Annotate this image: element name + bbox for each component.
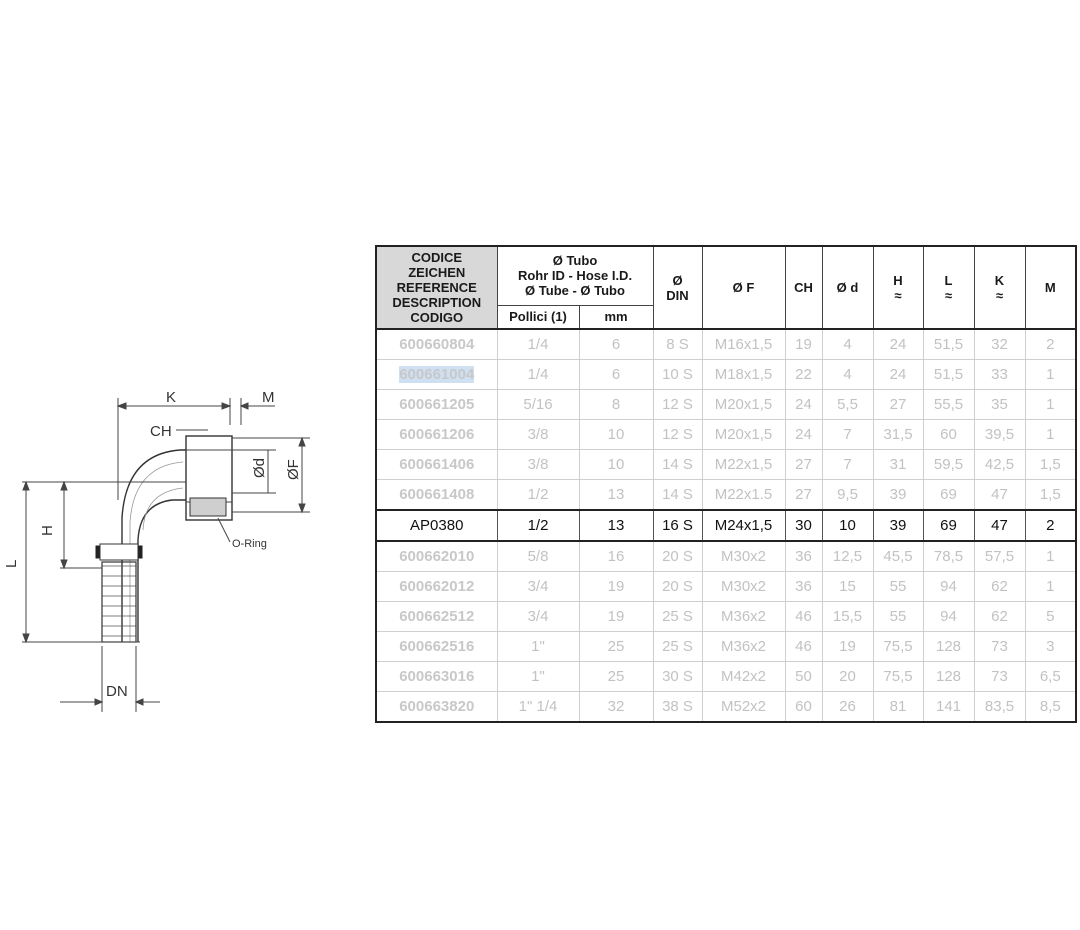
cell-m: 1: [1025, 541, 1076, 572]
table-row: [376, 692, 1076, 723]
cell-d: 26: [822, 692, 873, 723]
cell-din: 8 S: [653, 329, 702, 360]
l-header: L ≈: [923, 246, 974, 329]
cell-d: 5,5: [822, 390, 873, 420]
cell-ch: 46: [785, 602, 822, 632]
cell-k: 32: [974, 329, 1025, 360]
cell-m: 2: [1025, 329, 1076, 360]
cell-pollici: 1/4: [497, 360, 579, 390]
cell-mm: 13: [579, 480, 653, 511]
cell-m: 8,5: [1025, 692, 1076, 723]
table-row: [376, 510, 1076, 541]
cell-din: 38 S: [653, 692, 702, 723]
cell-k: 42,5: [974, 450, 1025, 480]
cell-f: M20x1,5: [702, 390, 785, 420]
cell-f: M42x2: [702, 662, 785, 692]
cell-k: 33: [974, 360, 1025, 390]
l-label: L: [3, 559, 20, 568]
cell-din: 20 S: [653, 572, 702, 602]
cell-pollici: 1" 1/4: [497, 692, 579, 723]
cell-k: 62: [974, 572, 1025, 602]
cell-mm: 25: [579, 632, 653, 662]
cell-d: 12,5: [822, 541, 873, 572]
cell-d: 4: [822, 329, 873, 360]
cell-pollici: 1/2: [497, 510, 579, 541]
cell-mm: 32: [579, 692, 653, 723]
table-row: [376, 420, 1076, 450]
cell-f: M20x1,5: [702, 420, 785, 450]
table-row: [376, 329, 1076, 360]
h-header: H ≈: [873, 246, 923, 329]
cell-f: M36x2: [702, 632, 785, 662]
mm-header: mm: [579, 305, 653, 329]
cell-l: 94: [923, 602, 974, 632]
cell-m: 5: [1025, 602, 1076, 632]
cell-pollici: 5/8: [497, 541, 579, 572]
cell-d: 7: [822, 450, 873, 480]
cell-h: 45,5: [873, 541, 923, 572]
code-value: 600662010: [399, 548, 475, 565]
table-row: [376, 390, 1076, 420]
din-header: Ø DIN: [653, 246, 702, 329]
cell-m: 1: [1025, 390, 1076, 420]
cell-d: 15: [822, 572, 873, 602]
cell-f: M16x1,5: [702, 329, 785, 360]
cell-ch: 36: [785, 572, 822, 602]
cell-d: 7: [822, 420, 873, 450]
cell-ch: 46: [785, 632, 822, 662]
cell-ch: 27: [785, 450, 822, 480]
tube-header: Ø Tubo Rohr ID - Hose I.D. Ø Tube - Ø Tubo: [497, 246, 653, 305]
cell-k: 57,5: [974, 541, 1025, 572]
cell-l: 128: [923, 632, 974, 662]
cell-d: 4: [822, 360, 873, 390]
cell-h: 75,5: [873, 662, 923, 692]
code-value: 600660804: [399, 336, 475, 353]
cell-l: 69: [923, 510, 974, 541]
m-label: M: [262, 389, 275, 406]
cell-k: 39,5: [974, 420, 1025, 450]
table-row: [376, 662, 1076, 692]
cell-code: [376, 480, 497, 511]
ch-label: CH: [150, 423, 172, 440]
table-row: [376, 450, 1076, 480]
code-value: 600661206: [399, 426, 475, 443]
cell-d: 19: [822, 632, 873, 662]
cell-h: 27: [873, 390, 923, 420]
cell-code: [376, 390, 497, 420]
cell-m: 6,5: [1025, 662, 1076, 692]
cell-ch: 36: [785, 541, 822, 572]
cell-pollici: 1/4: [497, 329, 579, 360]
cell-mm: 19: [579, 572, 653, 602]
cell-m: 2: [1025, 510, 1076, 541]
m-header: M: [1025, 246, 1076, 329]
cell-f: M52x2: [702, 692, 785, 723]
cell-din: 14 S: [653, 450, 702, 480]
cell-code: [376, 450, 497, 480]
cell-m: 1: [1025, 360, 1076, 390]
cell-f: M18x1,5: [702, 360, 785, 390]
cell-mm: 10: [579, 450, 653, 480]
cell-h: 55: [873, 572, 923, 602]
code-value: 600663820: [399, 698, 475, 715]
k-header: K ≈: [974, 246, 1025, 329]
cell-f: M30x2: [702, 572, 785, 602]
cell-ch: 24: [785, 420, 822, 450]
cell-m: 1: [1025, 572, 1076, 602]
cell-k: 83,5: [974, 692, 1025, 723]
oring-label: O-Ring: [232, 538, 267, 550]
cell-pollici: 3/8: [497, 420, 579, 450]
cell-ch: 27: [785, 480, 822, 511]
cell-pollici: 1": [497, 662, 579, 692]
cell-mm: 19: [579, 602, 653, 632]
cell-ch: 24: [785, 390, 822, 420]
k-label: K: [166, 389, 177, 406]
cell-din: 10 S: [653, 360, 702, 390]
cell-code: [376, 420, 497, 450]
code-value: 600662516: [399, 638, 475, 655]
cell-f: M22x1,5: [702, 450, 785, 480]
cell-l: 69: [923, 480, 974, 511]
cell-mm: 6: [579, 329, 653, 360]
cell-code: [376, 360, 497, 390]
cell-pollici: 3/4: [497, 572, 579, 602]
cell-din: 25 S: [653, 632, 702, 662]
cell-code: [376, 572, 497, 602]
cell-h: 55: [873, 602, 923, 632]
cell-ch: 50: [785, 662, 822, 692]
cell-din: 25 S: [653, 602, 702, 632]
cell-ch: 60: [785, 692, 822, 723]
cell-pollici: 1/2: [497, 480, 579, 511]
cell-ch: 30: [785, 510, 822, 541]
cell-code: [376, 510, 497, 541]
cell-k: 47: [974, 480, 1025, 511]
cell-code: [376, 692, 497, 723]
cell-l: 94: [923, 572, 974, 602]
cell-k: 73: [974, 632, 1025, 662]
cell-ch: 22: [785, 360, 822, 390]
h-label: H: [39, 525, 56, 536]
cell-mm: 10: [579, 420, 653, 450]
table-row: [376, 480, 1076, 511]
code-value: 600661408: [399, 486, 475, 503]
cell-k: 62: [974, 602, 1025, 632]
cell-din: 14 S: [653, 480, 702, 511]
cell-k: 35: [974, 390, 1025, 420]
cell-code: [376, 632, 497, 662]
table-row: [376, 602, 1076, 632]
cell-l: 51,5: [923, 329, 974, 360]
cell-pollici: 3/4: [497, 602, 579, 632]
cell-din: 12 S: [653, 390, 702, 420]
cell-l: 78,5: [923, 541, 974, 572]
cell-m: 1: [1025, 420, 1076, 450]
cell-code: [376, 541, 497, 572]
d-label: Ød: [251, 457, 268, 478]
cell-din: 12 S: [653, 420, 702, 450]
cell-h: 24: [873, 329, 923, 360]
table-row: [376, 632, 1076, 662]
cell-m: 3: [1025, 632, 1076, 662]
cell-h: 39: [873, 510, 923, 541]
cell-h: 81: [873, 692, 923, 723]
cell-code: [376, 602, 497, 632]
cell-h: 39: [873, 480, 923, 511]
cell-din: 30 S: [653, 662, 702, 692]
cell-d: 9,5: [822, 480, 873, 511]
cell-l: 59,5: [923, 450, 974, 480]
f-header: Ø F: [702, 246, 785, 329]
cell-l: 128: [923, 662, 974, 692]
cell-l: 60: [923, 420, 974, 450]
cell-d: 10: [822, 510, 873, 541]
cell-mm: 6: [579, 360, 653, 390]
table-row: [376, 541, 1076, 572]
code-value: 600662512: [399, 608, 475, 625]
cell-mm: 8: [579, 390, 653, 420]
cell-f: M30x2: [702, 541, 785, 572]
specification-table: [375, 245, 1077, 723]
fitting-drawing: [0, 250, 370, 725]
cell-f: M22x1.5: [702, 480, 785, 511]
cell-din: 16 S: [653, 510, 702, 541]
cell-f: M36x2: [702, 602, 785, 632]
cell-d: 20: [822, 662, 873, 692]
ch-header: CH: [785, 246, 822, 329]
cell-l: 141: [923, 692, 974, 723]
cell-mm: 13: [579, 510, 653, 541]
code-value: 600661205: [399, 396, 475, 413]
code-value: AP0380: [410, 517, 464, 534]
cell-k: 73: [974, 662, 1025, 692]
cell-d: 15,5: [822, 602, 873, 632]
elbow-fitting-diagram: [0, 250, 370, 725]
cell-h: 31: [873, 450, 923, 480]
dn-label: DN: [106, 683, 128, 700]
code-value: 600662012: [399, 578, 475, 595]
code-value: 600661004: [399, 366, 475, 383]
cell-pollici: 1": [497, 632, 579, 662]
code-value: 600661406: [399, 456, 475, 473]
cell-h: 75,5: [873, 632, 923, 662]
cell-ch: 19: [785, 329, 822, 360]
cell-mm: 16: [579, 541, 653, 572]
cell-pollici: 5/16: [497, 390, 579, 420]
cell-h: 31,5: [873, 420, 923, 450]
cell-pollici: 3/8: [497, 450, 579, 480]
cell-k: 47: [974, 510, 1025, 541]
table-row: [376, 572, 1076, 602]
table-row: [376, 360, 1076, 390]
cell-f: M24x1,5: [702, 510, 785, 541]
cell-h: 24: [873, 360, 923, 390]
cell-m: 1,5: [1025, 450, 1076, 480]
cell-code: [376, 662, 497, 692]
f-label: ØF: [285, 459, 302, 480]
pollici-header: Pollici (1): [497, 305, 579, 329]
cell-code: [376, 329, 497, 360]
code-header: CODICE ZEICHEN REFERENCE DESCRIPTION CODIGO: [376, 246, 497, 329]
cell-l: 55,5: [923, 390, 974, 420]
cell-l: 51,5: [923, 360, 974, 390]
cell-mm: 25: [579, 662, 653, 692]
cell-din: 20 S: [653, 541, 702, 572]
cell-m: 1,5: [1025, 480, 1076, 511]
code-value: 600663016: [399, 668, 475, 685]
d-header: Ø d: [822, 246, 873, 329]
